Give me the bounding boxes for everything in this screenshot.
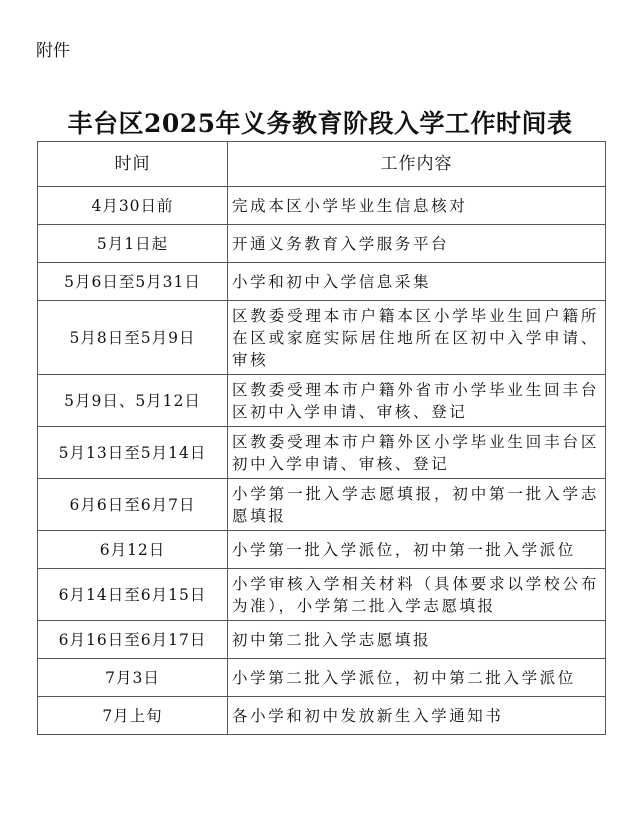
row-time: 6月6日至6月7日 <box>38 479 228 531</box>
attachment-label: 附件 <box>36 41 70 61</box>
table-row <box>38 427 606 479</box>
table-row <box>38 225 606 263</box>
row-time: 7月3日 <box>38 659 228 697</box>
header-time: 时间 <box>38 142 228 187</box>
row-content: 小学和初中入学信息采集 <box>228 263 606 301</box>
row-time: 6月14日至6月15日 <box>38 569 228 621</box>
row-content: 初中第二批入学志愿填报 <box>228 621 606 659</box>
row-content: 区教委受理本市户籍本区小学毕业生回户籍所在区或家庭实际居住地所在区初中入学申请、审核 <box>228 301 606 375</box>
table-row <box>38 301 606 375</box>
row-content: 各小学和初中发放新生入学通知书 <box>228 697 606 735</box>
table-row <box>38 479 606 531</box>
row-time: 5月1日起 <box>38 225 228 263</box>
row-content: 完成本区小学毕业生信息核对 <box>228 187 606 225</box>
row-content: 区教委受理本市户籍外省市小学毕业生回丰台区初中入学申请、审核、登记 <box>228 375 606 427</box>
row-content: 小学第二批入学派位，初中第二批入学派位 <box>228 659 606 697</box>
table-row <box>38 697 606 735</box>
row-content: 开通义务教育入学服务平台 <box>228 225 606 263</box>
row-time: 4月30日前 <box>38 187 228 225</box>
row-content: 小学第一批入学派位，初中第一批入学派位 <box>228 531 606 569</box>
header-content: 工作内容 <box>228 142 606 187</box>
row-time: 5月13日至5月14日 <box>38 427 228 479</box>
schedule-table <box>37 141 606 735</box>
row-content: 区教委受理本市户籍外区小学毕业生回丰台区初中入学申请、审核、登记 <box>228 427 606 479</box>
table-header-row <box>38 142 606 187</box>
table-row <box>38 569 606 621</box>
row-time: 5月9日、5月12日 <box>38 375 228 427</box>
row-time: 5月8日至5月9日 <box>38 301 228 375</box>
row-content: 小学审核入学相关材料（具体要求以学校公布为准），小学第二批入学志愿填报 <box>228 569 606 621</box>
row-content: 小学第一批入学志愿填报，初中第一批入学志愿填报 <box>228 479 606 531</box>
row-time: 5月6日至5月31日 <box>38 263 228 301</box>
table-row <box>38 621 606 659</box>
row-time: 7月上旬 <box>38 697 228 735</box>
table-row <box>38 531 606 569</box>
row-time: 6月12日 <box>38 531 228 569</box>
page-title: 丰台区2025年义务教育阶段入学工作时间表 <box>67 109 573 138</box>
table-row <box>38 375 606 427</box>
table-row <box>38 263 606 301</box>
table-row <box>38 187 606 225</box>
table-row <box>38 659 606 697</box>
row-time: 6月16日至6月17日 <box>38 621 228 659</box>
